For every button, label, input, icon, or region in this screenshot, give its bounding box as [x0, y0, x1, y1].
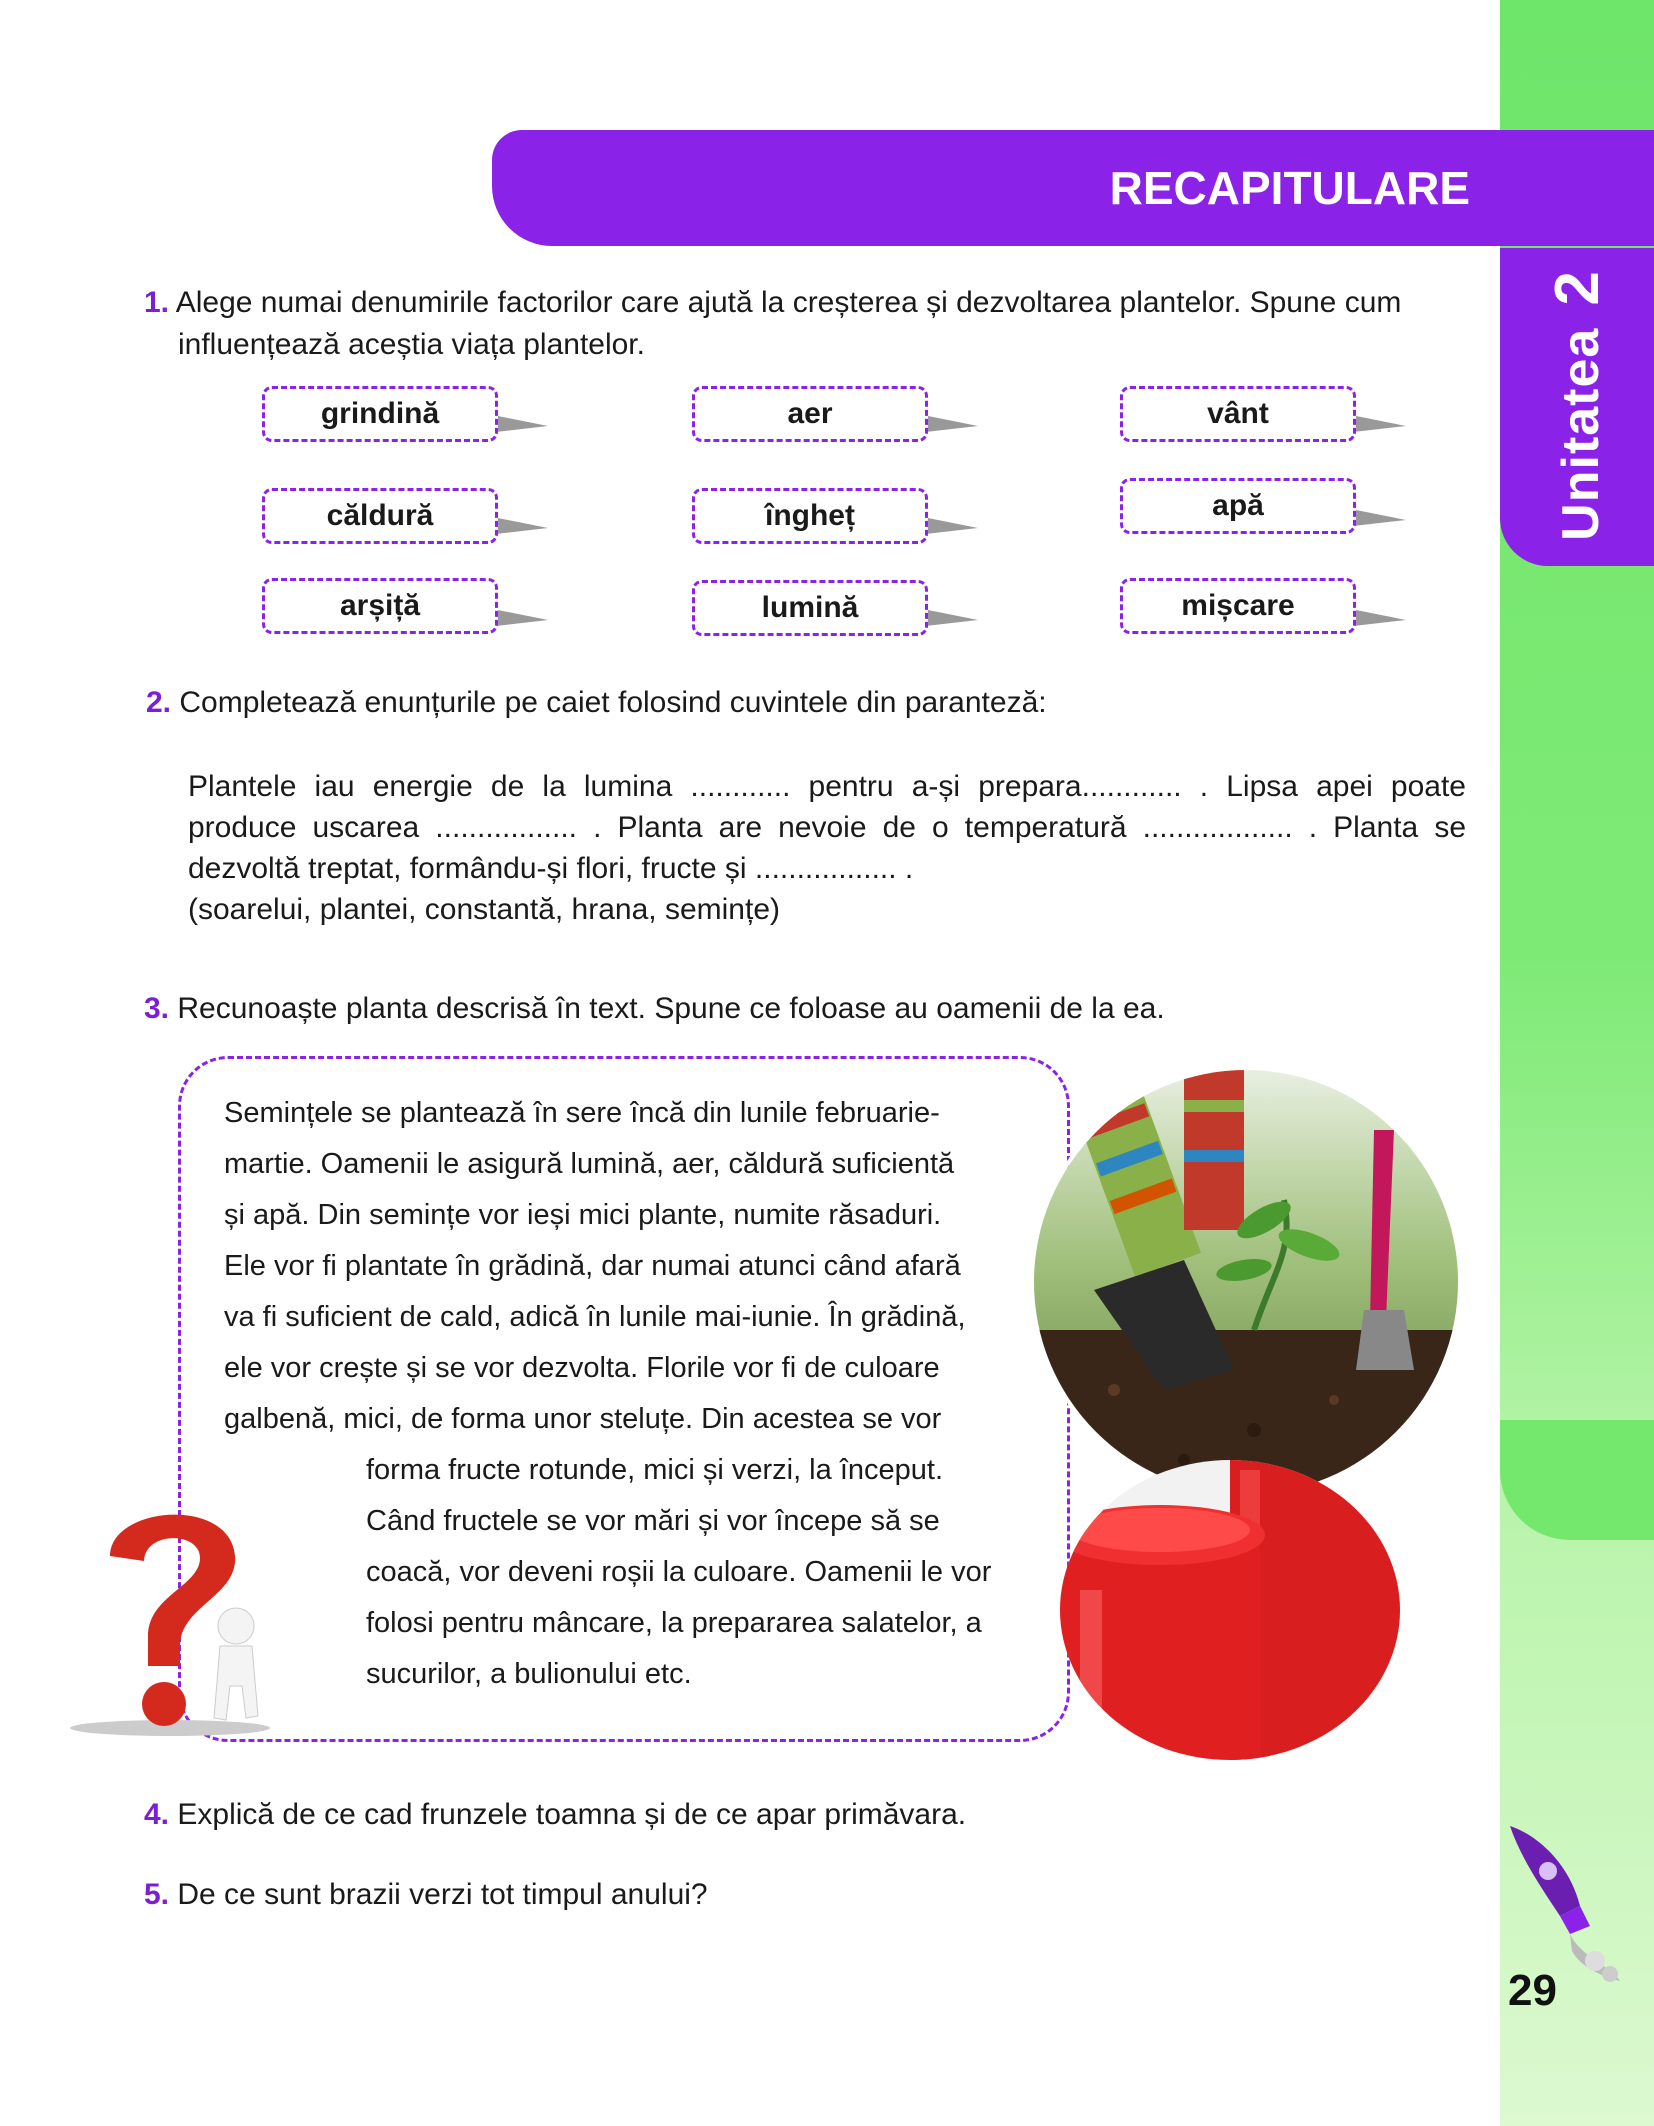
- q1-number: 1.: [144, 286, 170, 319]
- q2-paragraph: [188, 766, 1466, 930]
- unit-tab-label: [1500, 250, 1654, 560]
- q3-number: 3.: [144, 992, 170, 1025]
- q2-line: Plantele iau energie de la lumina ............ pentru a-și prepara............ . Lipsa apei poate: [188, 770, 1466, 803]
- q3-text-line: galbenă, mici, de forma unor steluțe. Din acestea se vor: [224, 1403, 942, 1435]
- q3-text-line: folosi pentru mâncare, la prepararea salatelor, a: [366, 1607, 982, 1639]
- tomato-jars-photo: [1060, 1460, 1400, 1760]
- q3-text-line: și apă. Din semințe vor ieși mici plante, numite răsaduri.: [224, 1199, 942, 1231]
- question-mark-figure-image: [60, 1486, 290, 1746]
- q3-text-line: ele vor crește și se vor dezvolta. Florile vor fi de culoare: [224, 1352, 940, 1384]
- q3-text-line: Ele vor fi plantate în grădină, dar numai atunci când afară: [224, 1250, 961, 1282]
- q1-line2: influențează aceștia viața plantelor.: [178, 328, 645, 361]
- q1-text-line1: Alege numai denumirile factorilor care ajută la creșterea și dezvoltarea plantelor. Spune cum: [175, 286, 1402, 319]
- q4-text: Explică de ce cad frunzele toamna și de ce apar primăvara.: [177, 1798, 967, 1831]
- q2-number: 2.: [146, 686, 172, 719]
- chip-apa[interactable]: apă: [1120, 478, 1356, 534]
- page-number: 29: [1508, 1966, 1557, 2015]
- q3-instruction-line: [144, 988, 1165, 1030]
- q3-text-line: va fi suficient de cald, adică în lunile mai-iunie. În grădină,: [224, 1301, 966, 1333]
- q3-text-line: sucurilor, a bulionului etc.: [366, 1658, 692, 1690]
- q2-line: dezvoltă treptat, formându-și flori, fructe și ................. .: [188, 852, 914, 885]
- q3-text-line: martie. Oamenii le asigură lumină, aer, căldură suficientă: [224, 1148, 955, 1180]
- q4-number: 4.: [144, 1798, 170, 1831]
- q5-text: De ce sunt brazii verzi tot timpul anului?: [177, 1878, 708, 1911]
- chip-aer[interactable]: aer: [692, 386, 928, 442]
- q2-instruction: Completează enunțurile pe caiet folosind cuvintele din paranteză:: [179, 686, 1047, 719]
- q3-text-line: forma fructe rotunde, mici și verzi, la început.: [366, 1454, 943, 1486]
- q3-text-line: Când fructele se vor mări și vor începe să se: [366, 1505, 940, 1537]
- gardening-photo: [1030, 1066, 1462, 1498]
- q2-line: (soarelui, plantei, constantă, hrana, semințe): [188, 893, 780, 926]
- chip-vant[interactable]: vânt: [1120, 386, 1356, 442]
- q3-text-line: coacă, vor deveni roșii la culoare. Oamenii le vor: [366, 1556, 992, 1588]
- q2-instruction-line: [146, 682, 1047, 724]
- q5-line: [144, 1874, 708, 1916]
- q2-line: produce uscarea ................. . Planta are nevoie de o temperatură .................. . Planta se: [188, 811, 1466, 844]
- unit-label: Unitatea: [1551, 327, 1610, 541]
- page-title: RECAPITULARE: [1109, 162, 1470, 214]
- q3-instruction: Recunoaște planta descrisă în text. Spune ce foloase au oamenii de la ea.: [177, 992, 1165, 1025]
- chip-miscare[interactable]: mișcare: [1120, 578, 1356, 634]
- rocket-icon: [1500, 1816, 1630, 1986]
- q5-number: 5.: [144, 1878, 170, 1911]
- chip-grindina[interactable]: grindină: [262, 386, 498, 442]
- unit-number: 2: [1542, 269, 1612, 306]
- side-strip-curve: [1500, 1420, 1654, 1540]
- q3-text-line: Semințele se plantează în sere încă din lunile februarie-: [224, 1097, 940, 1129]
- q1-line1: [144, 282, 1401, 324]
- chip-lumina[interactable]: lumină: [692, 580, 928, 636]
- q4-line: [144, 1794, 966, 1836]
- chip-arsita[interactable]: arșiță: [262, 578, 498, 634]
- chip-inghet[interactable]: îngheț: [692, 488, 928, 544]
- chip-caldura[interactable]: căldură: [262, 488, 498, 544]
